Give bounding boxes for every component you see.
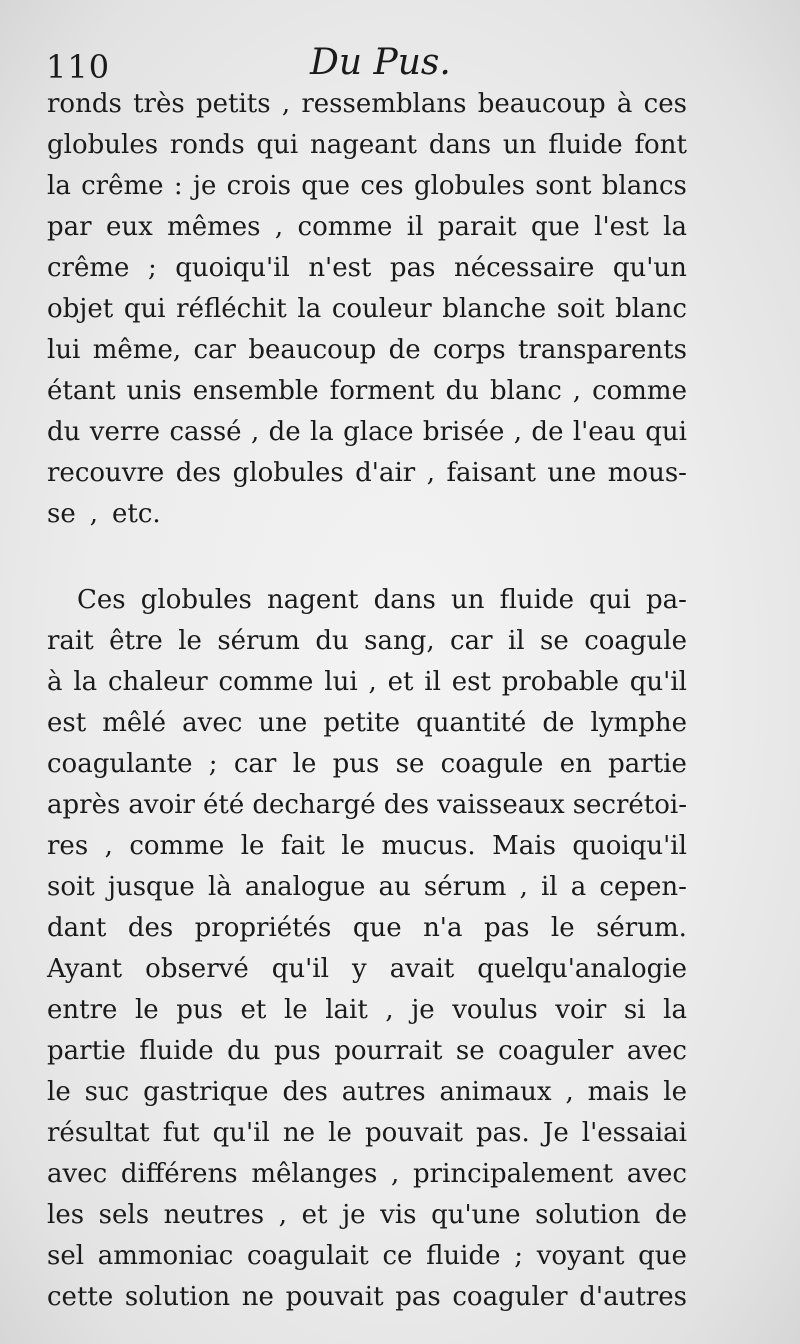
text-line: partie fluide du pus pourrait se coaguler avec <box>47 1036 687 1066</box>
text-line: sel ammoniac coagulait ce fluide ; voyant que <box>47 1241 687 1271</box>
text-line: les sels neutres , et je vis qu'une solution de <box>47 1200 687 1230</box>
text-line: coagulante ; car le pus se coagule en partie <box>47 749 687 779</box>
text-line: objet qui réfléchit la couleur blanche soit blanc <box>47 294 687 324</box>
text-line: résultat fut qu'il ne le pouvait pas. Je l'essaiai <box>47 1118 687 1148</box>
text-line: à la chaleur comme lui , et il est probable qu'il <box>47 667 687 697</box>
text-line: globules ronds qui nageant dans un fluide font <box>47 130 687 160</box>
text-line: ronds très petits , ressemblans beaucoup à ces <box>47 89 687 119</box>
running-title: Du Pus. <box>310 42 451 83</box>
text-line: lui même, car beaucoup de corps transparents <box>47 335 687 365</box>
paragraph-1 <box>47 84 687 535</box>
text-line: rait être le sérum du sang, car il se coagule <box>47 626 687 656</box>
page-number: 110 <box>46 48 111 86</box>
text-line: le suc gastrique des autres animaux , mais le <box>47 1077 687 1107</box>
text-line: soit jusque là analogue au sérum , il a cepen- <box>47 872 687 902</box>
text-line: par eux mêmes , comme il parait que l'est la <box>47 212 687 242</box>
text-line: est mêlé avec une petite quantité de lymphe <box>47 708 687 738</box>
text-line: Ces globules nagent dans un fluide qui pa- <box>77 585 687 615</box>
text-line: du verre cassé , de la glace brisée , de l'eau qui <box>47 417 687 447</box>
text-line: dant des propriétés que n'a pas le sérum. <box>47 913 687 943</box>
text-line: recouvre des globules d'air , faisant une mous- <box>47 458 687 488</box>
text-line: res , comme le fait le mucus. Mais quoiqu'il <box>47 831 687 861</box>
text-line: la crême : je crois que ces globules sont blancs <box>47 171 687 201</box>
page-header <box>40 40 740 90</box>
text-line: entre le pus et le lait , je voulus voir si la <box>47 995 687 1025</box>
text-line: se , etc. <box>47 499 161 529</box>
text-line: crême ; quoiqu'il n'est pas nécessaire qu'un <box>47 253 687 283</box>
text-line: cette solution ne pouvait pas coaguler d'autres <box>47 1282 687 1312</box>
paragraph-2 <box>47 580 687 1318</box>
text-line: avec différens mêlanges , principalement avec <box>47 1159 687 1189</box>
text-line: après avoir été dechargé des vaisseaux secrétoi- <box>47 790 687 820</box>
text-line: Ayant observé qu'il y avait quelqu'analogie <box>47 954 687 984</box>
body-text <box>47 84 687 1318</box>
text-line: étant unis ensemble forment du blanc , comme <box>47 376 687 406</box>
paragraph-gap <box>47 535 687 580</box>
